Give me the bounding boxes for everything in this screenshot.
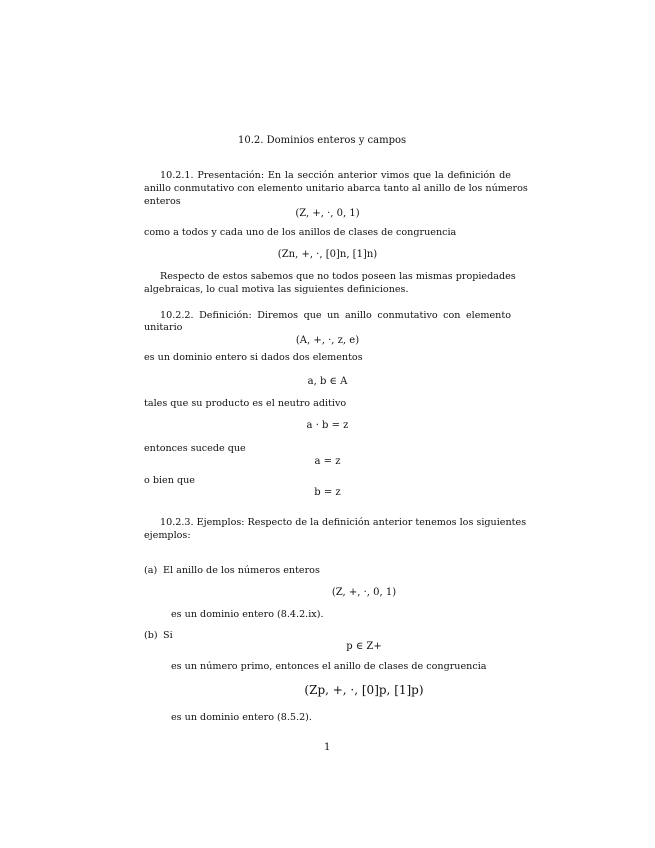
definition-line-1: 10.2.2. Definición: Diremos que un anillo conmutativo con elemento: [160, 310, 511, 321]
example-a-text: El anillo de los números enteros: [163, 565, 320, 576]
example-b-line: es un número primo, entonces el anillo de clases de congruencia: [171, 661, 487, 672]
formula-zn: (Zn, +, ·, [0]n, [1]n): [277, 249, 378, 260]
section-title: 10.2. Dominios enteros y campos: [238, 135, 407, 146]
example-a-formula: (Z, +, ·, 0, 1): [331, 587, 397, 598]
formula-ring: (A, +, ·, z, e): [295, 335, 360, 346]
definition-line-5: entonces sucede que: [144, 443, 246, 454]
example-a-after: es un dominio entero (8.4.2.ix).: [171, 609, 324, 620]
example-b-after: es un dominio entero (8.5.2).: [171, 712, 312, 723]
definition-line-6: o bien que: [144, 475, 195, 486]
definition-line-3: es un dominio entero si dados dos elementos: [144, 352, 363, 363]
example-b-formula-2: (Zp, +, ·, [0]p, [1]p): [304, 683, 424, 697]
definition-line-2: unitario: [144, 322, 183, 333]
formula-ab: a, b ∈ A: [307, 376, 348, 387]
paragraph-2-line-2: algebraicas, lo cual motiva las siguientes definiciones.: [144, 284, 409, 295]
presentation-line-1: 10.2.1. Presentación: En la sección anterior vimos que la definición de: [160, 170, 511, 181]
example-b-formula: p ∈ Z+: [346, 641, 382, 652]
presentation-line-2: anillo conmutativo con elemento unitario abarca tanto al anillo de los números: [144, 183, 528, 194]
page-number: 1: [324, 742, 331, 753]
presentation-line-3: enteros: [144, 196, 181, 207]
definition-line-4: tales que su producto es el neutro aditivo: [144, 398, 347, 409]
formula-b-z: b = z: [314, 487, 341, 498]
formula-a-z: a = z: [314, 456, 341, 467]
paragraph-2-line-1: Respecto de estos sabemos que no todos poseen las mismas propiedades: [160, 271, 516, 282]
formula-integers: (Z, +, ·, 0, 1): [295, 208, 360, 219]
examples-line-2: ejemplos:: [144, 530, 191, 541]
example-b-text: Si: [163, 630, 173, 641]
example-b-label: (b): [144, 630, 158, 641]
examples-line-1: 10.2.3. Ejemplos: Respecto de la definición anterior tenemos los siguientes: [160, 517, 527, 528]
presentation-line-4: como a todos y cada uno de los anillos de clases de congruencia: [144, 227, 457, 238]
example-a-label: (a): [144, 565, 158, 576]
formula-product: a · b = z: [306, 420, 349, 431]
